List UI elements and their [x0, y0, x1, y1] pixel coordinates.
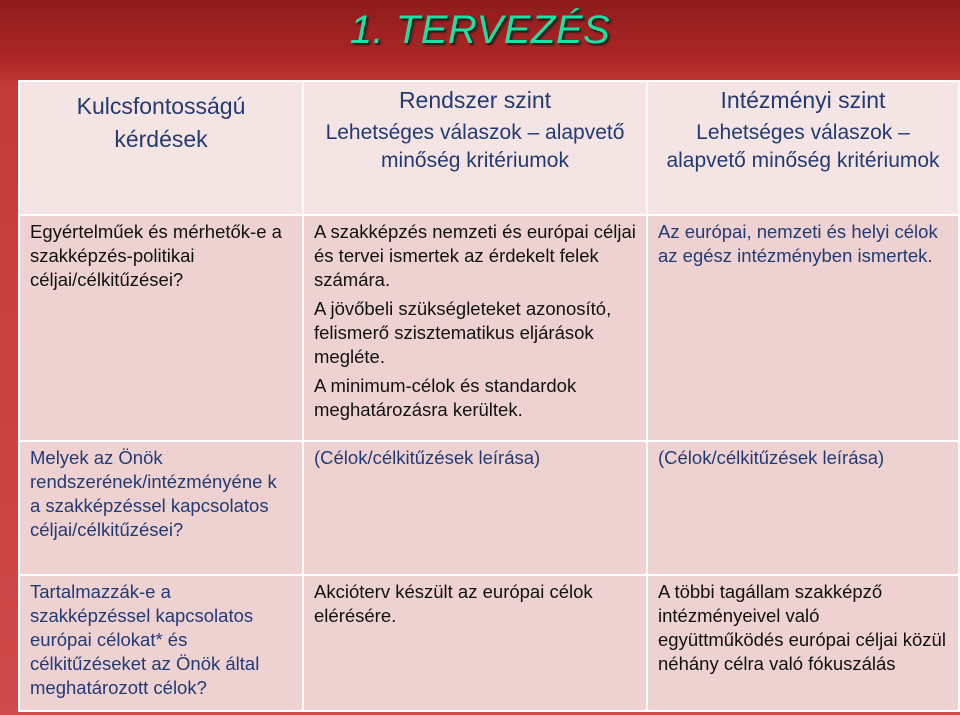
slide-title: 1. TERVEZÉS: [349, 8, 611, 52]
institution-answer-cell: [647, 441, 959, 575]
question-text: Melyek az Önök rendszerének/intézményéne k a szakképzéssel kapcsolatos céljai/célkitűzései?: [30, 447, 277, 540]
table-row: [19, 215, 959, 441]
system-answer-text: A jövőbeli szükségleteket azonosító, felismerő szisztematikus eljárások megléte.: [314, 298, 612, 367]
institution-answer-text: Az európai, nemzeti és helyi célok az egész intézményben ismertek.: [658, 221, 938, 266]
header-institution-subtitle: Lehetséges válaszok – alapvető minőség kritériumok: [666, 121, 940, 172]
header-key-questions: [19, 81, 303, 215]
institution-answer-cell: [647, 215, 959, 441]
question-cell: [19, 575, 303, 711]
header-system-level: [303, 81, 647, 215]
institution-answer-text: A többi tagállam szakképző intézményeivel való együttműködés európai céljai közül néhány célra való fókuszálás: [658, 581, 946, 674]
planning-table: [18, 80, 960, 712]
question-cell: [19, 215, 303, 441]
header-row: [19, 81, 959, 215]
question-cell: [19, 441, 303, 575]
header-institution-title: Intézményi szint: [720, 87, 886, 113]
system-answer-text: A szakképzés nemzeti és európai céljai és tervei ismertek az érdekelt felek számára.: [314, 221, 636, 290]
table-row: [19, 575, 959, 711]
header-system-title: Rendszer szint: [398, 87, 552, 113]
header-key-questions-label: Kulcsfontosságú kérdések: [76, 93, 246, 152]
system-answer-cell: [303, 441, 647, 575]
institution-answer-text: (Célok/célkitűzések leírása): [658, 447, 885, 468]
question-text: Tartalmazzák-e a szakképzéssel kapcsolatos európai célokat* és célkitűzéseket az Önök által meghatározott célok?: [30, 581, 260, 698]
institution-answer-cell: [647, 575, 959, 711]
system-answer-text: Akcióterv készült az európai célok elérésére.: [314, 581, 593, 626]
question-text: Egyértelműek és mérhetők-e a szakképzés-politikai céljai/célkitűzései?: [30, 221, 282, 290]
header-institution-level: [647, 81, 959, 215]
system-answer-text: A minimum-célok és standardok meghatározásra kerültek.: [314, 375, 577, 420]
header-system-subtitle: Lehetséges válaszok – alapvető minőség kritériumok: [325, 121, 625, 172]
system-answer-cell: [303, 575, 647, 711]
system-answer-text: (Célok/célkitűzések leírása): [314, 447, 541, 468]
system-answer-cell: [303, 215, 647, 441]
table-row: [19, 441, 959, 575]
